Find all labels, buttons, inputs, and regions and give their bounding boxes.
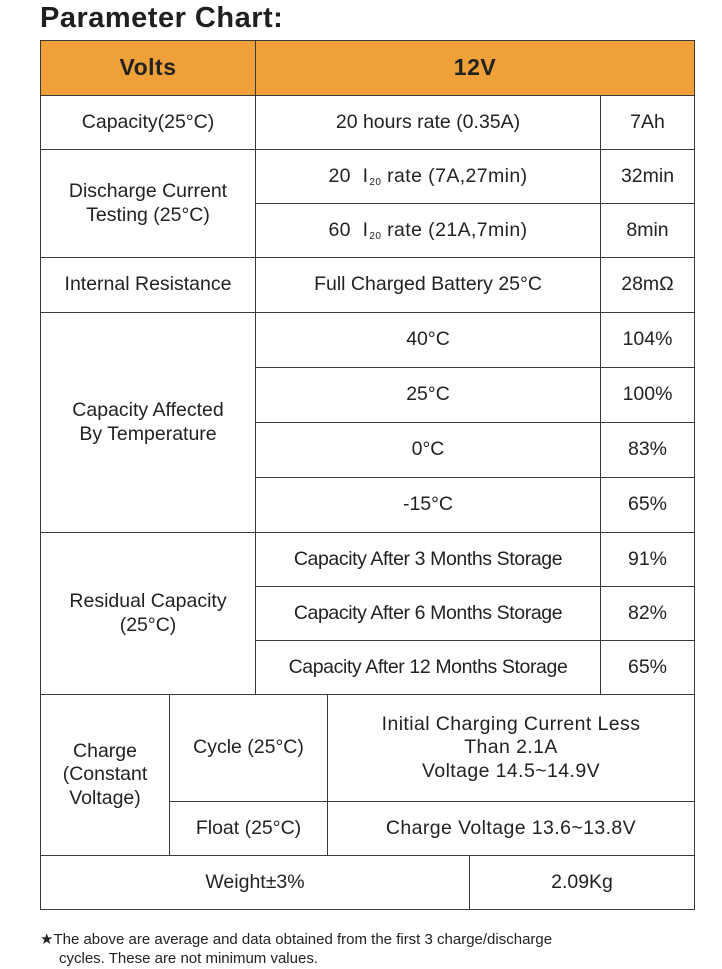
temperature-row (41, 313, 695, 368)
volts-header: Volts (41, 41, 256, 96)
temperature-condition: 40°C (256, 313, 601, 368)
temperature-label-line1: Capacity Affected (72, 399, 224, 422)
temperature-value: 83% (601, 423, 695, 478)
discharge-suffix: rate (21A,7min) (381, 218, 528, 241)
footnote-text-line2: cycles. These are not minimum values. (59, 949, 318, 967)
current-symbol: I (362, 164, 369, 187)
charge-label-line2: (Constant (62, 763, 148, 786)
charge-label-line3: Voltage) (69, 786, 141, 809)
temperature-condition: 0°C (256, 423, 601, 478)
discharge-value: 32min (601, 150, 695, 204)
residual-row (41, 533, 695, 587)
footnote-line1 (40, 931, 710, 950)
parameter-table (40, 40, 695, 910)
weight-label: Weight±3% (41, 856, 470, 910)
temperature-value: 100% (601, 368, 695, 423)
temperature-value: 104% (601, 313, 695, 368)
temperature-label (41, 313, 256, 533)
temperature-label-line2: By Temperature (79, 422, 217, 445)
discharge-prefix: 20 (328, 164, 351, 187)
residual-condition: Capacity After 3 Months Storage (256, 533, 601, 587)
capacity-row (41, 96, 695, 150)
current-symbol: I (362, 218, 369, 241)
current-subscript: 20 (369, 176, 382, 188)
discharge-label (41, 150, 256, 258)
float-condition: Charge Voltage 13.6~13.8V (328, 802, 695, 856)
internal-resistance-label: Internal Resistance (41, 258, 256, 313)
internal-resistance-value: 28mΩ (601, 258, 695, 313)
discharge-prefix: 60 (328, 218, 351, 241)
residual-value: 91% (601, 533, 695, 587)
capacity-condition: 20 hours rate (0.35A) (256, 96, 601, 150)
footnote (40, 931, 710, 969)
weight-value: 2.09Kg (470, 856, 695, 910)
float-label: Float (25°C) (170, 802, 328, 856)
residual-label-line2: (25°C) (119, 613, 177, 636)
residual-condition: Capacity After 6 Months Storage (256, 587, 601, 641)
cycle-line3: Voltage 14.5~14.9V (422, 759, 600, 782)
voltage-header: 12V (256, 41, 695, 96)
cycle-line2: Than 2.1A (464, 736, 558, 759)
internal-resistance-row (41, 258, 695, 313)
cycle-condition (328, 695, 695, 802)
discharge-value: 8min (601, 204, 695, 258)
residual-label-line1: Residual Capacity (69, 590, 227, 613)
capacity-label: Capacity(25°C) (41, 96, 256, 150)
residual-condition: Capacity After 12 Months Storage (256, 641, 601, 695)
weight-row (41, 856, 695, 910)
temperature-condition: -15°C (256, 478, 601, 533)
charge-label-line1: Charge (73, 739, 137, 762)
residual-value: 65% (601, 641, 695, 695)
header-row (41, 41, 695, 96)
discharge-condition (256, 204, 601, 258)
temperature-value: 65% (601, 478, 695, 533)
star-icon: ★ (40, 931, 54, 948)
residual-label (41, 533, 256, 695)
discharge-row (41, 150, 695, 204)
residual-value: 82% (601, 587, 695, 641)
cycle-line1: Initial Charging Current Less (381, 712, 641, 735)
footnote-text-line1: The above are average and data obtained from the first 3 charge/discharge (53, 931, 553, 948)
charge-cycle-row (41, 695, 695, 802)
discharge-suffix: rate (7A,27min) (381, 164, 528, 187)
temperature-condition: 25°C (256, 368, 601, 423)
cycle-label: Cycle (25°C) (170, 695, 328, 802)
charge-label (41, 695, 170, 856)
discharge-label-line1: Discharge Current (68, 180, 228, 203)
internal-resistance-condition: Full Charged Battery 25°C (256, 258, 601, 313)
capacity-value: 7Ah (601, 96, 695, 150)
current-subscript: 20 (369, 230, 382, 242)
discharge-condition (256, 150, 601, 204)
discharge-label-line2: Testing (25°C) (86, 203, 210, 226)
page-title: Parameter Chart: (40, 2, 284, 34)
